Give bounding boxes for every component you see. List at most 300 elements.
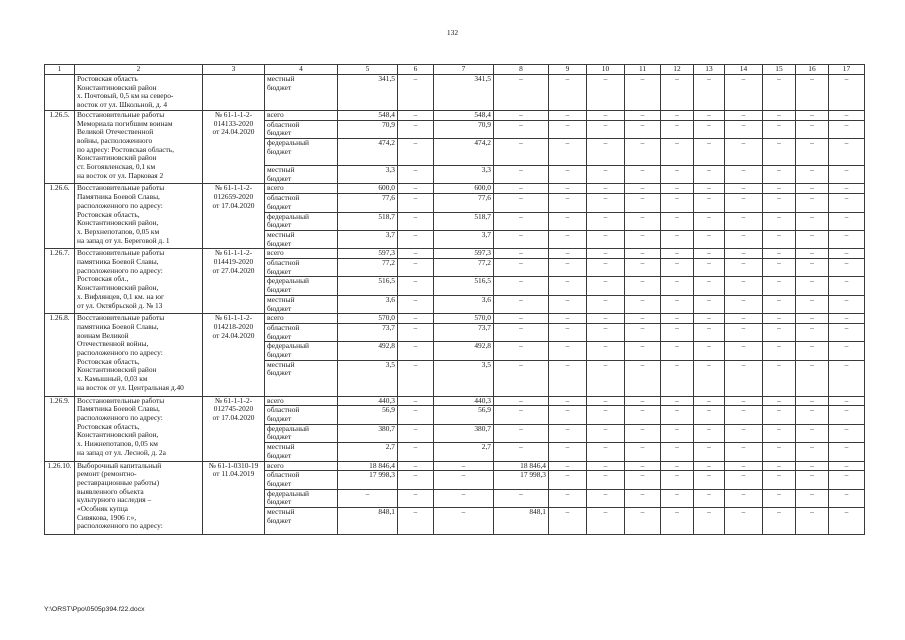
value-dash: – xyxy=(661,461,694,471)
text-line: бюджет xyxy=(267,285,292,295)
text-line: расположенного по адресу: xyxy=(77,200,163,210)
text-line: Ростовская область, xyxy=(77,356,140,366)
value-dash: – xyxy=(587,212,625,230)
value-dash: – xyxy=(587,314,625,324)
value-dash: – xyxy=(796,471,829,489)
value-dash: – xyxy=(661,184,694,194)
value-dash: – xyxy=(829,110,865,120)
funding-source xyxy=(265,184,338,194)
value-dash: – xyxy=(549,342,587,360)
value-dash: – xyxy=(829,166,865,184)
value-dash: – xyxy=(625,230,661,248)
value-col8: – xyxy=(494,194,549,212)
object-description xyxy=(75,75,203,111)
value-dash: – xyxy=(661,194,694,212)
text-line: бюджет xyxy=(267,413,292,423)
value-dash: – xyxy=(549,314,587,324)
text-line: всего xyxy=(267,248,284,258)
text-line: восток от ул. Школьной, д. 4 xyxy=(77,100,168,110)
text-line: от 24.04.2020 xyxy=(212,330,255,340)
funding-source xyxy=(265,508,338,535)
value-dash: – xyxy=(625,277,661,295)
value-col8: – xyxy=(494,406,549,424)
value-dash: – xyxy=(549,230,587,248)
value-total: 380,7 xyxy=(338,424,398,442)
text-line: бюджет xyxy=(267,238,292,248)
value-total: 3,6 xyxy=(338,295,398,313)
value-dash: – xyxy=(829,184,865,194)
item-number: 1.26.8. xyxy=(45,314,75,396)
value-col6: – xyxy=(398,396,434,406)
value-total: 570,0 xyxy=(338,314,398,324)
text-line: ремонт (ремонтно- xyxy=(77,469,137,479)
budget-table xyxy=(44,64,865,535)
value-dash: – xyxy=(725,360,763,396)
text-line: воинам Великой xyxy=(77,330,129,340)
value-total: 474,2 xyxy=(338,138,398,165)
value-dash: – xyxy=(829,138,865,165)
text-line: областной xyxy=(267,193,300,203)
value-col7: 73,7 xyxy=(434,323,494,341)
value-dash: – xyxy=(661,75,694,111)
registration-number xyxy=(203,184,265,249)
value-dash: – xyxy=(694,212,725,230)
column-header: 1 xyxy=(45,65,75,75)
text-line: Восстановительные работы xyxy=(77,396,165,405)
value-dash: – xyxy=(725,461,763,471)
value-dash: – xyxy=(694,396,725,406)
value-dash: – xyxy=(725,138,763,165)
value-dash: – xyxy=(829,212,865,230)
text-line: Константиновский район xyxy=(77,82,157,92)
registration-number xyxy=(203,396,265,461)
value-col6: – xyxy=(398,471,434,489)
text-line: выявленного объекта xyxy=(77,486,144,496)
value-dash: – xyxy=(661,489,694,507)
text-line: бюджет xyxy=(267,432,292,442)
value-dash: – xyxy=(763,323,796,341)
column-header: 12 xyxy=(661,65,694,75)
text-line: на восток от ул. Парковая 2 xyxy=(77,170,164,180)
value-total: 2,7 xyxy=(338,443,398,461)
value-col7: 570,0 xyxy=(434,314,494,324)
registration-number xyxy=(203,461,265,535)
value-col7: 600,0 xyxy=(434,184,494,194)
value-col8: – xyxy=(494,212,549,230)
text-line: бюджет xyxy=(267,201,292,211)
value-dash: – xyxy=(625,212,661,230)
column-header: 10 xyxy=(587,65,625,75)
item-number: 1.26.6. xyxy=(45,184,75,249)
column-header: 3 xyxy=(203,65,265,75)
value-dash: – xyxy=(796,249,829,259)
text-line: расположенного по адресу: xyxy=(77,412,163,422)
value-dash: – xyxy=(725,489,763,507)
value-col8: – xyxy=(494,342,549,360)
text-line: областной xyxy=(267,405,300,415)
value-dash: – xyxy=(829,230,865,248)
value-dash: – xyxy=(829,471,865,489)
value-col6: – xyxy=(398,489,434,507)
funding-source xyxy=(265,277,338,295)
value-col7: 3,5 xyxy=(434,360,494,396)
value-dash: – xyxy=(796,277,829,295)
table-row xyxy=(45,461,865,471)
value-dash: – xyxy=(661,230,694,248)
value-dash: – xyxy=(549,249,587,259)
text-line: Выборочный капитальный xyxy=(77,461,162,470)
value-dash: – xyxy=(763,194,796,212)
value-dash: – xyxy=(796,75,829,111)
text-line: всего xyxy=(267,313,284,323)
page-number: 132 xyxy=(446,28,459,37)
value-col7: 77,6 xyxy=(434,194,494,212)
column-header: 8 xyxy=(494,65,549,75)
text-line: местный xyxy=(267,442,295,452)
value-total: 492,8 xyxy=(338,342,398,360)
value-dash: – xyxy=(625,259,661,277)
column-header: 5 xyxy=(338,65,398,75)
value-col7: 440,3 xyxy=(434,396,494,406)
value-total: 73,7 xyxy=(338,323,398,341)
value-col7: 380,7 xyxy=(434,424,494,442)
value-col8: – xyxy=(494,138,549,165)
value-dash: – xyxy=(549,508,587,535)
value-dash: – xyxy=(661,259,694,277)
text-line: № 61-1-1-2- xyxy=(214,313,253,323)
value-col6: – xyxy=(398,249,434,259)
funding-source xyxy=(265,166,338,184)
value-dash: – xyxy=(694,508,725,535)
funding-source xyxy=(265,194,338,212)
value-dash: – xyxy=(549,138,587,165)
value-col7: 56,9 xyxy=(434,406,494,424)
value-dash: – xyxy=(661,249,694,259)
value-dash: – xyxy=(694,184,725,194)
value-dash: – xyxy=(549,489,587,507)
table-row xyxy=(45,396,865,406)
value-col7: 518,7 xyxy=(434,212,494,230)
value-col6: – xyxy=(398,75,434,111)
value-dash: – xyxy=(796,360,829,396)
value-total: 3,5 xyxy=(338,360,398,396)
column-header: 17 xyxy=(829,65,865,75)
value-dash: – xyxy=(796,120,829,138)
text-line: Памятника Боевой Славы, xyxy=(77,192,160,202)
value-dash: – xyxy=(587,406,625,424)
text-line: бюджет xyxy=(267,173,292,183)
column-header: 15 xyxy=(763,65,796,75)
value-dash: – xyxy=(725,471,763,489)
text-line: Отечественной войны, xyxy=(77,339,149,349)
text-line: Константиновский район, xyxy=(77,283,159,293)
value-total: 516,5 xyxy=(338,277,398,295)
text-line: местный xyxy=(267,295,295,304)
value-dash: – xyxy=(661,323,694,341)
value-dash: – xyxy=(725,249,763,259)
text-line: х. Вифлянцев, 0,1 км. на юг xyxy=(77,291,165,301)
value-total: 18 846,4 xyxy=(338,461,398,471)
value-col7: 548,4 xyxy=(434,110,494,120)
text-line: Великой Отечественной xyxy=(77,127,154,137)
value-dash: – xyxy=(587,443,625,461)
value-dash: – xyxy=(763,360,796,396)
text-line: по адресу: Ростовская область, xyxy=(77,144,174,154)
value-dash: – xyxy=(763,406,796,424)
text-line: 014133-2020 xyxy=(213,118,254,128)
text-line: бюджет xyxy=(267,350,292,360)
item-number: 1.26.9. xyxy=(45,396,75,461)
table-row xyxy=(45,110,865,120)
value-dash: – xyxy=(549,360,587,396)
value-col8: – xyxy=(494,166,549,184)
value-dash: – xyxy=(725,396,763,406)
text-line: федеральный xyxy=(267,341,309,351)
value-dash: – xyxy=(694,166,725,184)
text-line: Константиновский район, xyxy=(77,430,159,440)
value-dash: – xyxy=(661,277,694,295)
value-col7: – xyxy=(434,471,494,489)
value-col6: – xyxy=(398,443,434,461)
text-line: Ростовская область, xyxy=(77,421,140,431)
funding-source xyxy=(265,110,338,120)
funding-source xyxy=(265,230,338,248)
funding-source xyxy=(265,138,338,165)
column-header: 6 xyxy=(398,65,434,75)
table-row xyxy=(45,184,865,194)
text-line: от 24.04.2020 xyxy=(212,127,255,137)
funding-source xyxy=(265,120,338,138)
text-line: бюджет xyxy=(267,220,292,230)
text-line: культурного наследия – xyxy=(77,495,152,505)
funding-source xyxy=(265,342,338,360)
column-header: 14 xyxy=(725,65,763,75)
value-dash: – xyxy=(661,508,694,535)
item-number: 1.26.10. xyxy=(45,461,75,535)
value-dash: – xyxy=(549,396,587,406)
value-dash: – xyxy=(549,184,587,194)
value-dash: – xyxy=(725,443,763,461)
object-description xyxy=(75,184,203,249)
value-dash: – xyxy=(694,314,725,324)
funding-source xyxy=(265,471,338,489)
value-dash: – xyxy=(725,230,763,248)
value-dash: – xyxy=(725,110,763,120)
value-dash: – xyxy=(763,314,796,324)
value-dash: – xyxy=(587,166,625,184)
text-line: бюджет xyxy=(267,266,292,276)
value-dash: – xyxy=(796,230,829,248)
value-dash: – xyxy=(763,342,796,360)
text-line: бюджет xyxy=(267,331,292,341)
value-dash: – xyxy=(694,342,725,360)
text-line: федеральный xyxy=(267,489,309,498)
value-total: 440,3 xyxy=(338,396,398,406)
text-line: № 61-1-1-2- xyxy=(214,396,253,405)
value-col8: 17 998,3 xyxy=(494,471,549,489)
value-dash: – xyxy=(661,314,694,324)
value-dash: – xyxy=(587,194,625,212)
value-col7: 2,7 xyxy=(434,443,494,461)
value-dash: – xyxy=(763,508,796,535)
value-dash: – xyxy=(625,342,661,360)
value-dash: – xyxy=(725,75,763,111)
text-line: Памятника Боевой Славы, xyxy=(77,404,160,414)
value-dash: – xyxy=(725,120,763,138)
text-line: Константиновский район, xyxy=(77,218,159,228)
value-col6: – xyxy=(398,110,434,120)
value-dash: – xyxy=(661,120,694,138)
value-dash: – xyxy=(694,461,725,471)
value-dash: – xyxy=(549,461,587,471)
value-dash: – xyxy=(625,295,661,313)
value-dash: – xyxy=(549,443,587,461)
value-col7: 3,7 xyxy=(434,230,494,248)
value-dash: – xyxy=(587,471,625,489)
value-dash: – xyxy=(661,360,694,396)
funding-source xyxy=(265,461,338,471)
value-dash: – xyxy=(694,194,725,212)
text-line: ст. Богоявленская, 0,1 км xyxy=(77,162,156,172)
value-col6: – xyxy=(398,314,434,324)
value-dash: – xyxy=(587,259,625,277)
value-dash: – xyxy=(587,249,625,259)
column-header: 16 xyxy=(796,65,829,75)
text-line: бюджет xyxy=(267,450,292,460)
value-col8: – xyxy=(494,489,549,507)
value-dash: – xyxy=(763,461,796,471)
text-line: х. Нижнепотапов, 0,05 км xyxy=(77,439,158,449)
value-dash: – xyxy=(694,249,725,259)
value-dash: – xyxy=(625,508,661,535)
text-line: 012745-2020 xyxy=(213,404,254,414)
value-total: 77,6 xyxy=(338,194,398,212)
text-line: областной xyxy=(267,323,300,332)
value-dash: – xyxy=(694,295,725,313)
value-col8: – xyxy=(494,295,549,313)
value-col7: – xyxy=(434,489,494,507)
value-dash: – xyxy=(625,489,661,507)
value-total: – xyxy=(338,489,398,507)
value-dash: – xyxy=(549,471,587,489)
value-dash: – xyxy=(694,110,725,120)
value-dash: – xyxy=(625,75,661,111)
value-dash: – xyxy=(829,295,865,313)
value-col7: 341,5 xyxy=(434,75,494,111)
value-total: 70,9 xyxy=(338,120,398,138)
text-line: федеральный xyxy=(267,212,309,221)
value-dash: – xyxy=(796,406,829,424)
value-col8: – xyxy=(494,396,549,406)
text-line: расположенного по адресу: xyxy=(77,265,163,275)
value-dash: – xyxy=(796,295,829,313)
item-number: 1.26.7. xyxy=(45,249,75,314)
value-dash: – xyxy=(725,194,763,212)
column-header: 9 xyxy=(549,65,587,75)
value-col8: – xyxy=(494,323,549,341)
value-col8: 18 846,4 xyxy=(494,461,549,471)
value-col6: – xyxy=(398,212,434,230)
value-dash: – xyxy=(625,360,661,396)
value-dash: – xyxy=(694,489,725,507)
table-row xyxy=(45,314,865,324)
value-dash: – xyxy=(725,342,763,360)
value-dash: – xyxy=(549,259,587,277)
value-col6: – xyxy=(398,277,434,295)
value-dash: – xyxy=(694,471,725,489)
value-dash: – xyxy=(829,396,865,406)
value-dash: – xyxy=(763,277,796,295)
value-dash: – xyxy=(829,314,865,324)
value-dash: – xyxy=(587,508,625,535)
value-dash: – xyxy=(763,120,796,138)
text-line: Мемориала погибшим воинам xyxy=(77,118,173,128)
value-col6: – xyxy=(398,360,434,396)
text-line: местный xyxy=(267,507,295,517)
value-dash: – xyxy=(625,166,661,184)
value-dash: – xyxy=(587,120,625,138)
text-line: областной xyxy=(267,120,300,129)
text-line: бюджет xyxy=(267,303,292,313)
value-dash: – xyxy=(725,323,763,341)
value-total: 3,3 xyxy=(338,166,398,184)
value-dash: – xyxy=(587,230,625,248)
value-dash: – xyxy=(587,489,625,507)
value-dash: – xyxy=(796,212,829,230)
funding-source xyxy=(265,360,338,396)
value-dash: – xyxy=(763,259,796,277)
value-dash: – xyxy=(694,277,725,295)
value-dash: – xyxy=(829,120,865,138)
value-col8: – xyxy=(494,75,549,111)
value-dash: – xyxy=(625,424,661,442)
value-col8: – xyxy=(494,424,549,442)
text-line: от 17.04.2020 xyxy=(212,412,255,422)
funding-source xyxy=(265,295,338,313)
value-col8: – xyxy=(494,249,549,259)
funding-source xyxy=(265,314,338,324)
funding-source xyxy=(265,249,338,259)
text-line: х. Почтовый, 0,5 км на северо- xyxy=(77,91,174,101)
value-dash: – xyxy=(796,166,829,184)
value-col6: – xyxy=(398,342,434,360)
value-col6: – xyxy=(398,166,434,184)
value-dash: – xyxy=(796,489,829,507)
value-dash: – xyxy=(587,295,625,313)
value-col6: – xyxy=(398,259,434,277)
text-line: всего xyxy=(267,396,284,405)
value-dash: – xyxy=(796,424,829,442)
value-dash: – xyxy=(763,471,796,489)
column-header: 7 xyxy=(434,65,494,75)
value-col8: – xyxy=(494,259,549,277)
column-header: 11 xyxy=(625,65,661,75)
item-number xyxy=(45,75,75,111)
value-dash: – xyxy=(549,323,587,341)
value-dash: – xyxy=(796,184,829,194)
value-dash: – xyxy=(763,230,796,248)
text-line: № 61-1-1-2- xyxy=(214,110,253,119)
value-dash: – xyxy=(725,212,763,230)
value-dash: – xyxy=(829,249,865,259)
funding-source xyxy=(265,75,338,111)
value-dash: – xyxy=(763,443,796,461)
funding-source xyxy=(265,424,338,442)
text-line: на запад от ул. Лесной, д. 2а xyxy=(77,447,166,457)
text-line: памятника Боевой Славы, xyxy=(77,321,159,331)
value-dash: – xyxy=(829,342,865,360)
value-dash: – xyxy=(694,424,725,442)
